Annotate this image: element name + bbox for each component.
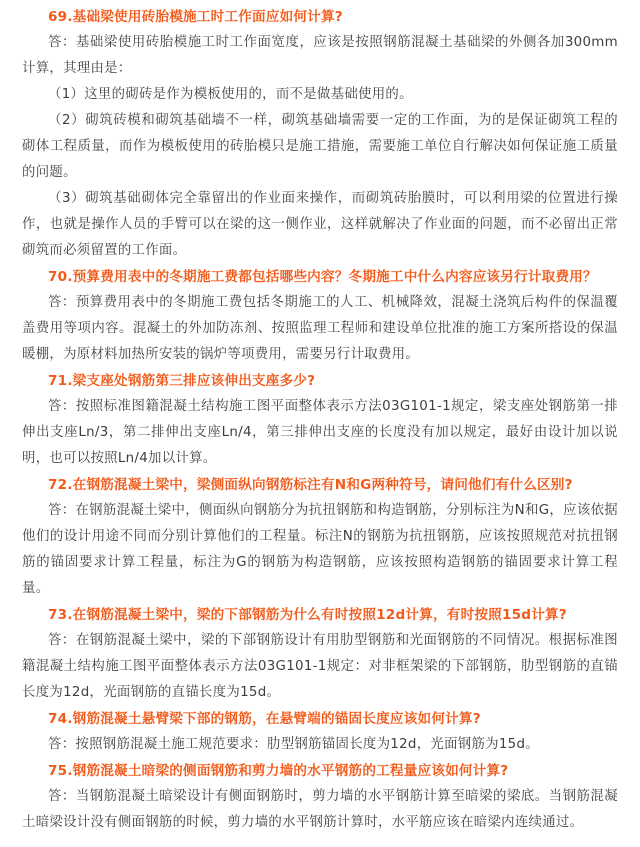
answer-paragraph: 答：按照钢筋混凝土施工规范要求：肋型钢筋锚固长度为12d，光面钢筋为15d。	[48, 737, 539, 752]
qa-section-73	[22, 602, 618, 706]
answer-paragraph: 答：当钢筋混凝土暗梁设计有侧面钢筋时，剪力墙的水平钢筋计算至暗梁的梁底。当钢筋混凝土暗梁设计没有侧面钢筋的时候，剪力墙的水平钢筋计算时，水平筋应该在暗梁内连续通过。	[22, 789, 618, 830]
qa-section-71	[22, 368, 618, 472]
question-heading: 71.梁支座处钢筋第三排应该伸出支座多少?	[48, 373, 316, 389]
qa-section-72	[22, 472, 618, 602]
qa-section-75	[22, 758, 618, 836]
question-heading: 69.基础梁使用砖胎模施工时工作面应如何计算?	[48, 9, 343, 25]
answer-paragraph: （2）砌筑砖模和砌筑基础墙不一样，砌筑基础墙需要一定的工作面，为的是保证砌筑工程的砌体工程质量，而作为模板使用的砖胎模只是施工措施，需要施工单位自行解决如何保证施工质量的问题。	[22, 113, 618, 180]
qa-section-74	[22, 706, 618, 758]
question-heading: 74.钢筋混凝土悬臂梁下部的钢筋，在悬臂端的锚固长度应该如何计算?	[48, 711, 481, 727]
answer-paragraph: （3）砌筑基础砌体完全靠留出的作业面来操作，而砌筑砖胎膜时，可以利用梁的位置进行操作，也就是操作人员的手臂可以在梁的这一侧作业，这样就解决了作业面的问题，而不必留出正常砌筑而必须留置的工作面。	[22, 191, 618, 258]
answer-paragraph: （1）这里的砌砖是作为模板使用的，而不是做基础使用的。	[48, 87, 413, 102]
question-heading: 70.预算费用表中的冬期施工费都包括哪些内容？冬期施工中什么内容应该另行计取费用？	[48, 269, 597, 285]
answer-paragraph: 答：预算费用表中的冬期施工费包括冬期施工的人工、机械降效，混凝土浇筑后构件的保温覆盖费用等项内容。混凝土的外加防冻剂、按照监理工程师和建设单位批准的施工方案所搭设的保温暖棚，为原材料加热所安装的锅炉等项费用，需要另行计取费用。	[22, 295, 618, 362]
answer-paragraph: 答：在钢筋混凝土梁中，侧面纵向钢筋分为抗扭钢筋和构造钢筋，分别标注为N和G，应该依据他们的设计用途不同而分别计算他们的工程量。标注N的钢筋为抗扭钢筋，应该按照规范对抗扭钢筋的锚固要求计算工程量，标注为G的钢筋为构造钢筋，应该按照构造钢筋的锚固要求计算工程量。	[22, 503, 618, 596]
qa-section-70	[22, 264, 618, 368]
qa-section-69	[22, 4, 618, 264]
answer-paragraph: 答：在钢筋混凝土梁中，梁的下部钢筋设计有用肋型钢筋和光面钢筋的不同情况。根据标准图籍混凝土结构施工图平面整体表示方法03G101-1规定：对非框架梁的下部钢筋，肋型钢筋的直锚长度为12d，光面钢筋的直锚长度为15d。	[22, 633, 618, 700]
question-heading: 73.在钢筋混凝土梁中，梁的下部钢筋为什么有时按照12d计算，有时按照15d计算?	[48, 607, 567, 623]
answer-paragraph: 答：按照标准图籍混凝土结构施工图平面整体表示方法03G101-1规定，梁支座处钢筋第一排伸出支座Ln/3，第二排伸出支座Ln/4，第三排伸出支座的长度没有加以规定，最好由设计加以说明，也可以按照Ln/4加以计算。	[22, 399, 618, 466]
question-heading: 72.在钢筋混凝土梁中，梁侧面纵向钢筋标注有N和G两种符号，请问他们有什么区别?	[48, 477, 573, 493]
answer-paragraph: 答：基础梁使用砖胎模施工时工作面宽度，应该是按照钢筋混凝土基础梁的外侧各加300mm计算，其理由是：	[22, 35, 618, 76]
question-heading: 75.钢筋混凝土暗梁的侧面钢筋和剪力墙的水平钢筋的工程量应该如何计算?	[48, 763, 509, 779]
